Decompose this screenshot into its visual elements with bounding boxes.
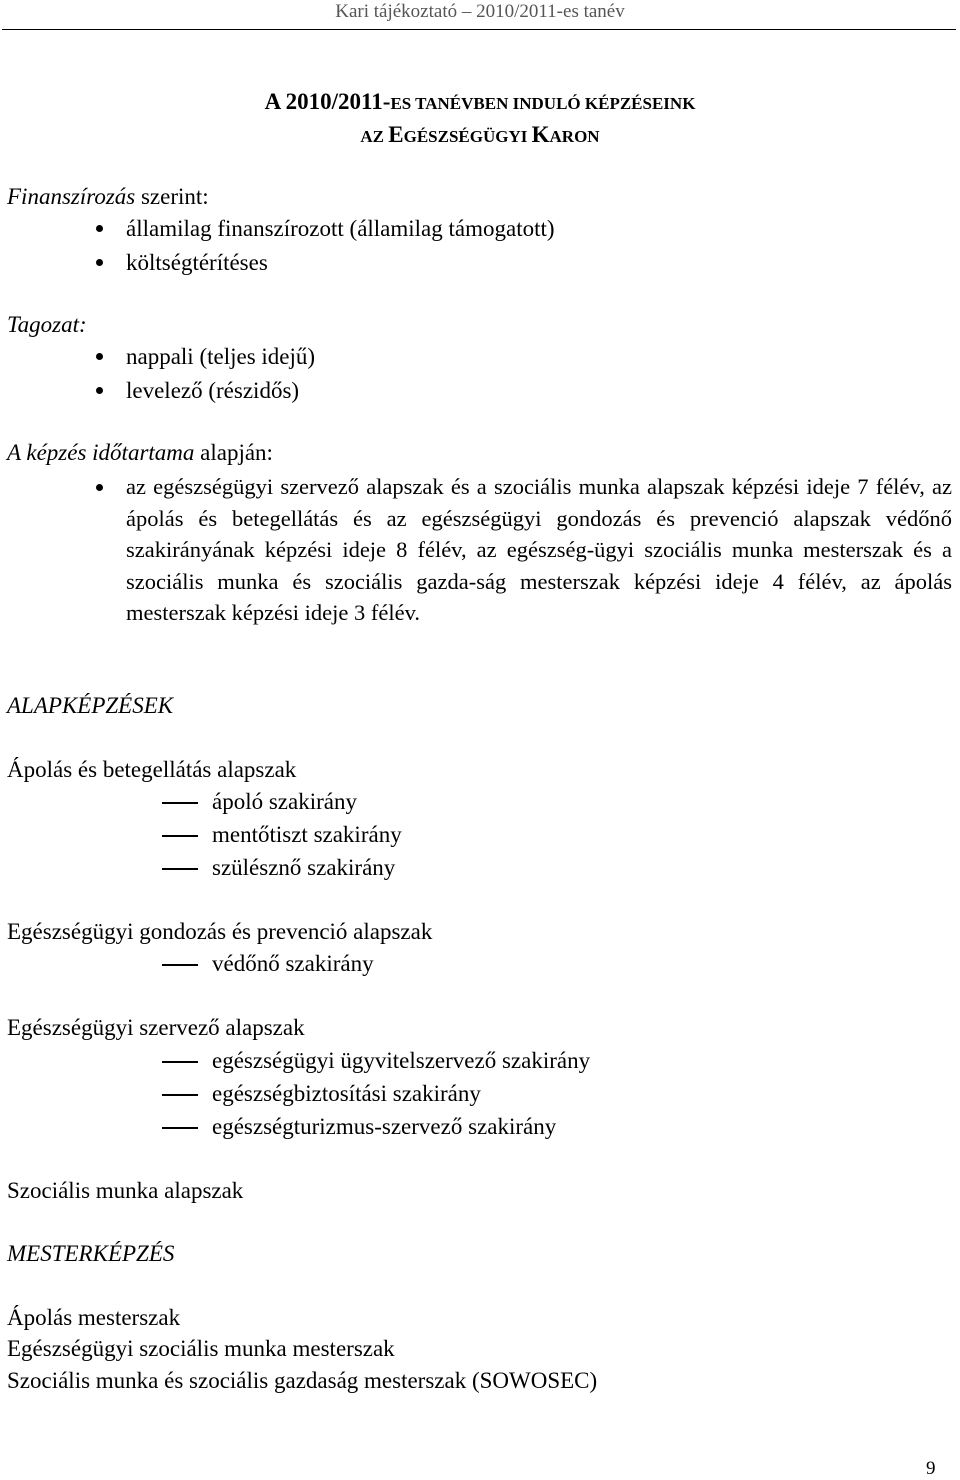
title-line1-smallcaps: ES TANÉVBEN INDULÓ KÉPZÉSEINK — [390, 94, 696, 113]
header-rule — [2, 29, 956, 30]
tagozat-label: Tagozat: — [7, 312, 87, 337]
specialization-item: egészségbiztosítási szakirány — [212, 1081, 481, 1106]
page-title-line-1 — [0, 87, 960, 119]
finance-label — [7, 181, 209, 213]
program-title: Egészségügyi gondozás és prevenció alapszak — [7, 919, 433, 944]
specialization-item: mentőtiszt szakirány — [212, 822, 402, 847]
program-title: Szociális munka alapszak — [7, 1178, 244, 1203]
running-header: Kari tájékoztató – 2010/2011-es tanév — [335, 1, 625, 22]
bullet-icon — [96, 484, 103, 491]
title-line2-e: ARON — [549, 127, 600, 146]
title-line2-a: AZ — [360, 127, 389, 146]
master-program: Szociális munka és szociális gazdaság mesterszak (SOWOSEC) — [7, 1368, 598, 1393]
page-title-line-2 — [0, 120, 960, 152]
specialization-item: egészségturizmus-szervező szakirány — [212, 1114, 557, 1139]
bullet-icon — [96, 353, 103, 360]
dash-icon — [162, 1127, 198, 1129]
alapkepzesek-heading: ALAPKÉPZÉSEK — [7, 693, 174, 718]
tagozat-item: nappali (teljes idejű) — [126, 344, 316, 369]
title-line1-pre: A 2010/2011- — [264, 89, 391, 114]
page-number: 9 — [926, 1458, 936, 1479]
title-line2-b: E — [388, 122, 404, 147]
title-line2-c: GÉSZSÉGÜGYI — [403, 127, 532, 146]
bullet-icon — [96, 387, 103, 394]
dash-icon — [162, 868, 198, 870]
tagozat-item: levelező (részidős) — [126, 378, 300, 403]
dash-icon — [162, 1094, 198, 1096]
specialization-item: ápoló szakirány — [212, 789, 357, 814]
dash-icon — [162, 802, 198, 804]
finance-label-rest: szerint: — [135, 184, 209, 209]
finance-label-italic: Finanszírozás — [7, 184, 136, 209]
mesterkepzes-heading: MESTERKÉPZÉS — [7, 1241, 175, 1266]
bullet-icon — [96, 259, 103, 266]
dash-icon — [162, 835, 198, 837]
duration-label — [7, 437, 273, 469]
title-line2-d: K — [531, 122, 550, 147]
master-program: Ápolás mesterszak — [7, 1305, 181, 1330]
specialization-item: egészségügyi ügyvitelszervező szakirány — [212, 1048, 591, 1073]
finance-item: költségtérítéses — [126, 250, 268, 275]
dash-icon — [162, 1061, 198, 1063]
specialization-item: védőnő szakirány — [212, 951, 374, 976]
program-title: Egészségügyi szervező alapszak — [7, 1015, 305, 1040]
specialization-item: szülésznő szakirány — [212, 855, 396, 880]
bullet-icon — [96, 225, 103, 232]
master-program: Egészségügyi szociális munka mesterszak — [7, 1336, 395, 1361]
finance-item: államilag finanszírozott (államilag támogatott) — [126, 216, 555, 241]
duration-label-italic: A képzés időtartama — [7, 440, 195, 465]
duration-label-rest: alapján: — [194, 440, 273, 465]
program-title: Ápolás és betegellátás alapszak — [7, 757, 297, 782]
dash-icon — [162, 964, 198, 966]
duration-paragraph: az egészségügyi szervező alapszak és a szociális munka alapszak képzési ideje 7 félév, az ápolás és betegellátás és az egészségügyi gondozás és prevenció alapszak védőnő szakirányának képzési ideje 8 félév, az egészség-ügyi szociális munka mesterszak és a szociális munka és szociális gazda-ság mesterszak képzési ideje 4 félév, az ápolás mesterszak képzési ideje 3 félév. — [126, 474, 952, 625]
